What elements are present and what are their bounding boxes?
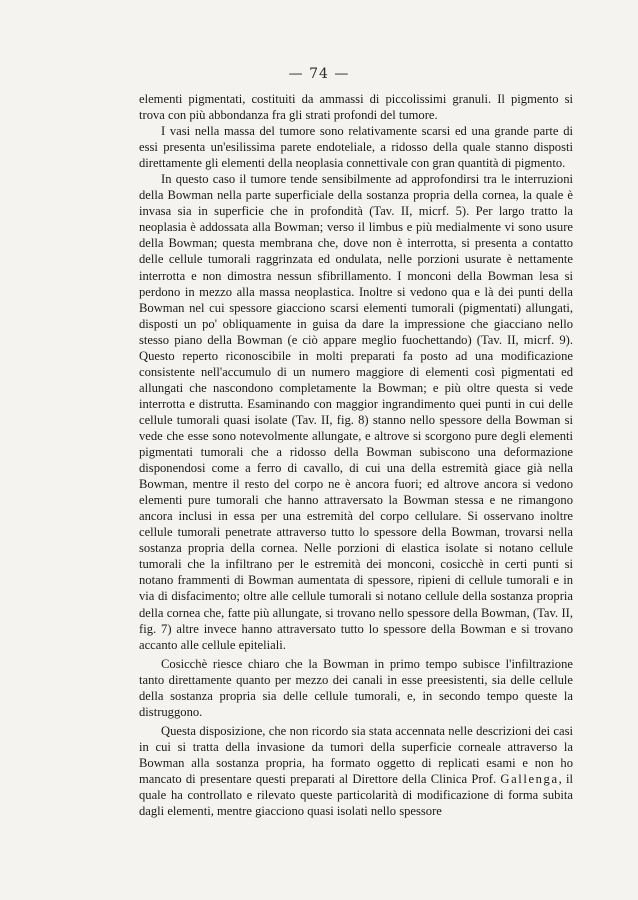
author-name: Gallenga — [500, 771, 559, 786]
page-number: — 74 — — [288, 66, 350, 82]
paragraph-5-text: Questa disposizione, che non ricordo sia stata accennata nelle descrizioni dei casi in cui si tratta della invasione da tumori della superficie corneale attraverso la Bowman alla sostanza propria, ha formato oggetto di replicati esami e non ho mancato di presentare questi preparati al Direttore della Clinica Prof. — [139, 723, 573, 786]
paragraph-5 — [139, 723, 573, 819]
paragraph-5-tail: , il quale ha controllato e rilevato queste particolarità di modificazione di forma subita dagli elementi, mentre giacciono quasi isolati nello spessore — [139, 771, 573, 819]
paragraph-2: I vasi nella massa del tumore sono relativamente scarsi ed una grande parte di essi presenta un'esilissima parete endoteliale, a ridosso della quale stanno disposti direttamente gli elementi della neoplasia connettivale con gran quantità di pigmento. — [139, 124, 573, 171]
paragraph-4: Cosicchè riesce chiaro che la Bowman in primo tempo subisce l'infiltrazione tanto direttamente quanto per mezzo dei canali in esse preesistenti, sia delle cellule della sostanza propria sia delle cellule tumorali, e, in secondo tempo queste la distruggono. — [139, 656, 573, 719]
body-text — [139, 91, 573, 819]
paragraph-3: In questo caso il tumore tende sensibilmente ad approfondirsi tra le interruzioni della Bowman nella parte superficiale della sostanza propria della cornea, la quale è invasa sia in superficie che in profondità (Tav. II, micrf. 5). Per largo tratto la neoplasia è addossata alla Bowman; verso il limbus e più medialmente vi sono usure della Bowman; questa membrana che, dove non è interrotta, si presenta a contatto delle cellule tumorali raggrinzata ed ondulata, nelle porzioni usurate è nettamente interrotta e non dimostra nessun sfibrillamento. I monconi della Bowman lesa si perdono in mezzo alla massa neoplastica. Inoltre si vedono qua e là dei punti della Bowman nel cui spessore giacciono scarsi elementi tumorali (pigmentati) allungati, disposti un po' obliquamente in guisa da dare la impressione che giacciano nello stesso piano della Bowman (e ciò appare meglio fuochettando) (Tav. II, micrf. 9). Questo reperto riconoscibile in molti preparati fa posto ad una modificazione consistente nell'accumulo di un numero maggiore di elementi così pigmentati ed allungati che nascondono completamente la Bowman; e più oltre questa si vede interrotta e distrutta. Esaminando con maggior ingrandimento quei punti in cui delle cellule tumorali quasi isolate (Tav. II, fig. 8) stanno nello spessore della Bowman si vede che esse sono notevolmente allungate, e altrove si scorgono pure degli elementi pigmentati tumorali che a ridosso della Bowman subiscono una deformazione disponendosi come a ferro di cavallo, di cui una della estremità giace già nella Bowman, mentre il resto del corpo ne è ancora fuori; ed altrove ancora si vedono elementi pure tumorali che hanno attraversato la Bowman stessa e ne rimangono ancora inclusi in essa per una estremità del corpo cellulare. Si osservano inoltre cellule tumorali penetrate attraverso tutto lo spessore della Bowman, trovarsi nella sostanza propria della cornea. Nelle porzioni di elastica isolate si notano cellule tumorali che la infiltrano per le estremità dei monconi, cosicchè in certi punti si notano frammenti di Bowman aumentata di spessore, ripieni di cellule tumorali e in via di disfacimento; oltre alle cellule tumorali si notano cellule della sostanza propria della cornea che, fatte più allungate, si trovano nello spessore della Bowman, (Tav. II, fig. 7) altre invece hanno attraversato tutto lo spessore della Bowman e si trovano accanto alle cellule epiteliali. — [139, 172, 573, 652]
paragraph-1: elementi pigmentati, costituiti da ammassi di piccolissimi granuli. Il pigmento si trova con più abbondanza fra gli strati profondi del tumore. — [139, 92, 573, 123]
